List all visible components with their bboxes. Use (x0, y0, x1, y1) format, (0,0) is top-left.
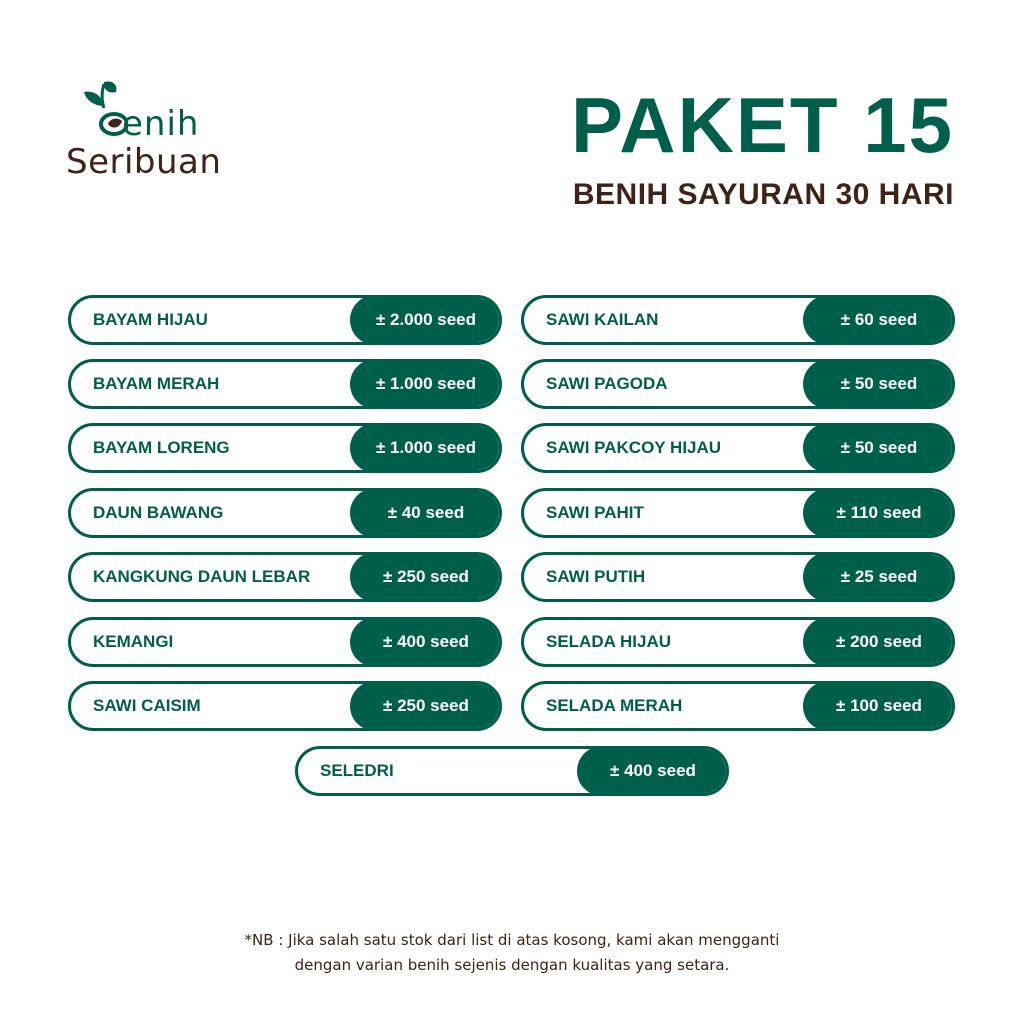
seed-name: SAWI PAHIT (546, 503, 644, 522)
page-title: PAKET 15 (571, 81, 954, 169)
seed-name: SAWI PUTIH (546, 567, 646, 586)
seed-name: BAYAM HIJAU (93, 310, 208, 329)
page-subtitle: BENIH SAYURAN 30 HARI (572, 178, 954, 211)
seed-item (521, 295, 955, 345)
seed-item (521, 488, 955, 538)
seed-name: SAWI PAKCOY HIJAU (546, 438, 722, 457)
seed-quantity-badge: ± 250 seed (350, 681, 502, 731)
seed-item (521, 681, 955, 731)
seed-name: SELADA HIJAU (546, 632, 671, 651)
seed-quantity-badge: ± 50 seed (803, 359, 955, 409)
seed-item (521, 359, 955, 409)
seed-quantity-badge: ± 110 seed (803, 488, 955, 538)
seed-item (295, 746, 729, 796)
seed-quantity-badge: ± 200 seed (803, 617, 955, 667)
seed-name: SAWI PAGODA (546, 374, 668, 393)
seed-quantity-badge: ± 60 seed (803, 295, 955, 345)
brand-word-benih: enih (122, 104, 200, 144)
brand-word-seribuan: Seribuan (66, 142, 222, 182)
seed-item (68, 681, 502, 731)
footnote-line: dengan varian benih sejenis dengan kualitas yang setara. (294, 956, 730, 974)
footnote-line: *NB : Jika salah satu stok dari list di atas kosong, kami akan mengganti (244, 931, 780, 949)
seed-name: BAYAM LORENG (93, 438, 230, 457)
seed-item (68, 359, 502, 409)
seed-item (68, 488, 502, 538)
seed-quantity-badge: ± 1.000 seed (350, 423, 502, 473)
seed-item (521, 423, 955, 473)
seed-item (68, 423, 502, 473)
seed-quantity-badge: ± 100 seed (803, 681, 955, 731)
seed-item (521, 552, 955, 602)
seed-name: BAYAM MERAH (93, 374, 220, 393)
seed-quantity-badge: ± 250 seed (350, 552, 502, 602)
seed-quantity-badge: ± 50 seed (803, 423, 955, 473)
seed-item (68, 295, 502, 345)
seed-quantity-badge: ± 400 seed (577, 746, 729, 796)
brand-logo (66, 78, 222, 182)
seed-item (521, 617, 955, 667)
seed-name: SAWI KAILAN (546, 310, 659, 329)
seed-item (68, 617, 502, 667)
seed-quantity-badge: ± 2.000 seed (350, 295, 502, 345)
seed-name: KEMANGI (93, 632, 174, 651)
seed-quantity-badge: ± 1.000 seed (350, 359, 502, 409)
seed-name: KANGKUNG DAUN LEBAR (93, 567, 311, 586)
seed-quantity-badge: ± 40 seed (350, 488, 502, 538)
footnote (0, 928, 1024, 978)
seed-name: SELADA MERAH (546, 696, 683, 715)
seed-name: SAWI CAISIM (93, 696, 201, 715)
seed-name: DAUN BAWANG (93, 503, 224, 522)
seed-quantity-badge: ± 400 seed (350, 617, 502, 667)
seed-quantity-badge: ± 25 seed (803, 552, 955, 602)
seed-name: SELEDRI (320, 761, 394, 780)
seed-item (68, 552, 502, 602)
